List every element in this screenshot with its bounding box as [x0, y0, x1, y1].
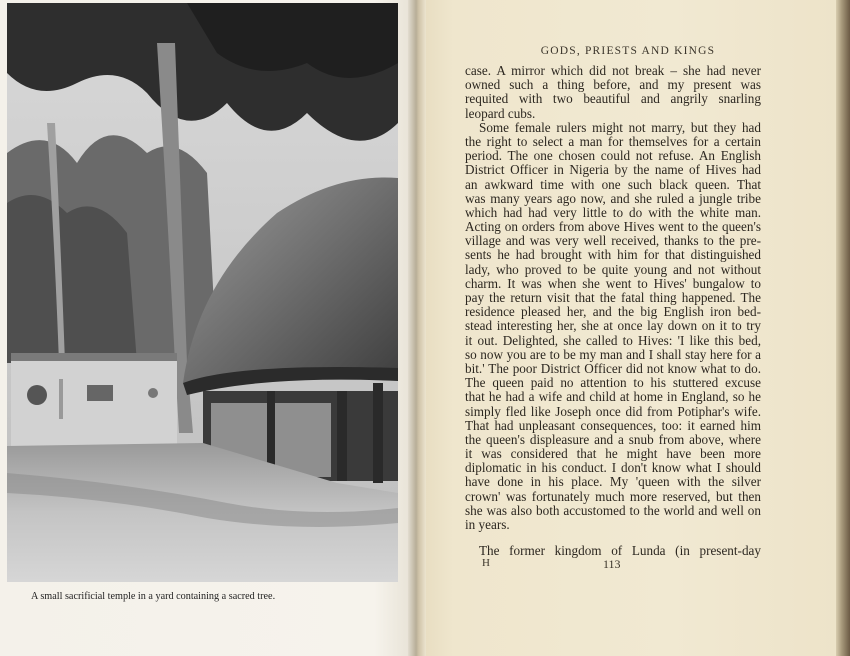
text-line: lady, who proved to be quite young and not without [465, 262, 761, 277]
page-edge [836, 0, 850, 656]
text-line: Acting on orders from above Hives went to the queen's [465, 220, 761, 235]
book-gutter [408, 0, 426, 656]
text-line: District Officer in Nigeria by the name of Hives had [465, 163, 761, 178]
temple-photograph [7, 3, 398, 582]
signature-mark: H [482, 557, 490, 569]
text-line: That had unpleasant consequences, too: it earned him [465, 418, 761, 433]
text-line: an awkward time with one such black queen. That [465, 177, 761, 192]
text-line: have done in his place. My 'queen with the silver [465, 475, 761, 490]
text-line: which had had very little to do with the white man. [465, 205, 761, 220]
text-line: leopard cubs. [465, 106, 536, 121]
text-line: crown' was fortunately much more reserved, but then [465, 489, 761, 504]
page-number: 113 [603, 557, 621, 571]
text-line: charm. It was when she went to Hives' bungalow to [465, 276, 761, 291]
text-line: Some female rulers might not marry, but they had [479, 120, 761, 135]
text-line: the right to select a man for themselves for a certain [465, 134, 761, 149]
text-line: the queen's displeasure and a snub from above, where [465, 432, 761, 447]
paragraph [465, 121, 761, 532]
text-line: owned such a thing before, and my present was [465, 78, 761, 93]
text-line: that he had a wife and child at home in England, so he [465, 390, 761, 405]
text-line: village and was very well received, thanks to the pre- [465, 234, 761, 249]
text-line: period. The one chosen could not refuse. An English [465, 149, 761, 164]
text-line: so now you are to be my man and I shall stay here for a [465, 347, 761, 362]
text-line: diplomatic in his conduct. I don't know what I should [465, 461, 761, 476]
text-line: was many years ago now, and she ruled a jungle tribe [465, 191, 761, 206]
text-line: in years. [465, 518, 510, 532]
text-line: bit.' The poor District Officer did not know what to do. [465, 361, 761, 376]
text-line: case. A mirror which did not break – she had never [465, 64, 761, 78]
text-line: simply fled like Joseph once did from Potiphar's wife. [465, 404, 761, 419]
text-line: residence pleased her, and the big English iron bed- [465, 305, 761, 320]
paragraph [465, 64, 761, 121]
text-line: stead interesting her, she at once lay down on it to try [465, 319, 761, 334]
text-line: The former kingdom of Lunda (in present-day [479, 544, 761, 559]
text-line: it was considered that he might have been more [465, 447, 761, 462]
text-line: she was also both accustomed to the world and well on [465, 503, 761, 518]
text-line: requited with two beautiful and angrily snarling [465, 92, 761, 107]
body-text [465, 64, 761, 558]
text-line: pay the return visit that the fatal thing happened. The [465, 291, 761, 305]
text-line: it out. Delighted, she called to Hives: 'I like this bed, [465, 333, 761, 348]
text-line: The queen paid no attention to his stuttered excuse [465, 376, 761, 391]
text-line: sents he had brought with him for that distinguished [465, 248, 761, 263]
photo-caption: A small sacrificial temple in a yard containing a sacred tree. [31, 591, 276, 602]
running-head: GODS, PRIESTS AND KINGS [540, 45, 716, 57]
